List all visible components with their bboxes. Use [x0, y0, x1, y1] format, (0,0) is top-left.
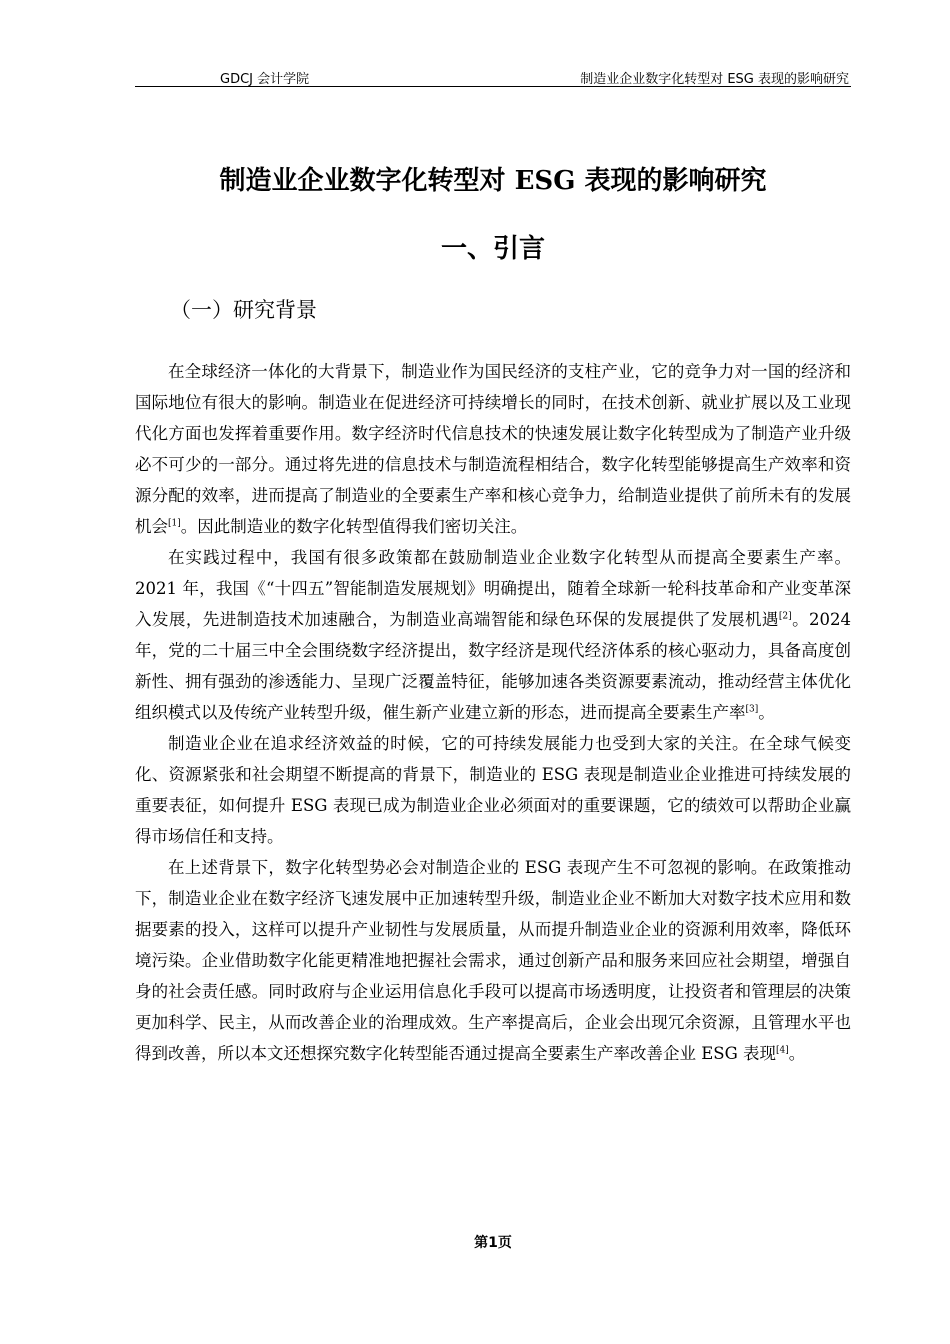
page-header: [135, 68, 851, 87]
body-text: [135, 356, 851, 1069]
paragraph-2-text-c: 。: [758, 703, 775, 722]
paragraph-4: [135, 852, 851, 1069]
citation-4: [4]: [776, 1045, 789, 1056]
paragraph-1-text-a: 在全球经济一体化的大背景下，制造业作为国民经济的支柱产业，它的竞争力对一国的经济和国际地位有很大的影响。制造业在促进经济可持续增长的同时，在技术创新、就业扩展以及工业现代化方面也发挥着重要作用。数字经济时代信息技术的快速发展让数字化转型成为了制造产业升级必不可少的一部分。通过将先进的信息技术与制造流程相结合，数字化转型能够提高生产效率和资源分配的效率，进而提高了制造业的全要素生产率和核心竞争力，给制造业提供了前所未有的发展机会: [135, 362, 851, 536]
paragraph-1: [135, 356, 851, 542]
paragraph-4-text-b: 。: [788, 1044, 806, 1063]
citation-3: [3]: [745, 704, 759, 715]
paragraph-2: [135, 542, 851, 728]
section-heading: 一、引言: [440, 234, 545, 264]
header-left: GDCJ 会计学院: [220, 72, 310, 87]
paragraph-4-text-a: 在上述背景下，数字化转型势必会对制造企业的 ESG 表现产生不可忽视的影响。在政策推动下，制造业企业在数字经济飞速发展中正加速转型升级，制造业企业不断加大对数字技术应用和数据要素的投入，这样可以提升产业韧性与发展质量，从而提升制造业企业的资源利用效率，降低环境污染。企业借助数字化能更精准地把握社会需求，通过创新产品和服务来回应社会期望，增强自身的社会责任感。同时政府与企业运用信息化手段可以提高市场透明度，让投资者和管理层的决策更加科学、民主，从而改善企业的治理成效。生产率提高后，企业会出现冗余资源，且管理水平也得到改善，所以本文还想探究数字化转型能否通过提高全要素生产率改善企业 ESG 表现: [135, 858, 851, 1063]
paragraph-2-text-b: 。2024 年，党的二十届三中全会围绕数字经济提出，数字经济是现代经济体系的核心驱动力，具备高度创新性、拥有强劲的渗透能力、呈现广泛覆盖特征，能够加速各类资源要素流动，推动经营主体优化组织模式以及传统产业转型升级，催生新产业建立新的形态，进而提高全要素生产率: [135, 610, 852, 722]
header-right: 制造业企业数字化转型对 ESG 表现的影响研究: [580, 72, 849, 87]
paragraph-1-text-b: 。因此制造业的数字化转型值得我们密切关注。: [180, 517, 528, 536]
paragraph-3: 制造业企业在追求经济效益的时候，它的可持续发展能力也受到大家的关注。在全球气候变化、资源紧张和社会期望不断提高的背景下，制造业的 ESG 表现是制造业企业推进可持续发展的重要表征，如何提升 ESG 表现已成为制造业企业必须面对的重要课题，它的绩效可以帮助企业赢得市场信任和支持。: [135, 734, 851, 846]
citation-1: [1]: [168, 518, 181, 529]
citation-2: [2]: [778, 611, 792, 622]
page-number: 第1页: [474, 1235, 512, 1251]
paragraph-2-text-a: 在实践过程中，我国有很多政策都在鼓励制造业企业数字化转型从而提高全要素生产率。2021 年，我国《“十四五”智能制造发展规划》明确提出，随着全球新一轮科技革命和产业变革深入发展，先进制造技术加速融合，为制造业高端智能和绿色环保的发展提供了发展机遇: [135, 548, 851, 629]
document-title: 制造业企业数字化转型对 ESG 表现的影响研究: [219, 166, 767, 196]
subsection-heading: （一）研究背景: [170, 298, 317, 322]
